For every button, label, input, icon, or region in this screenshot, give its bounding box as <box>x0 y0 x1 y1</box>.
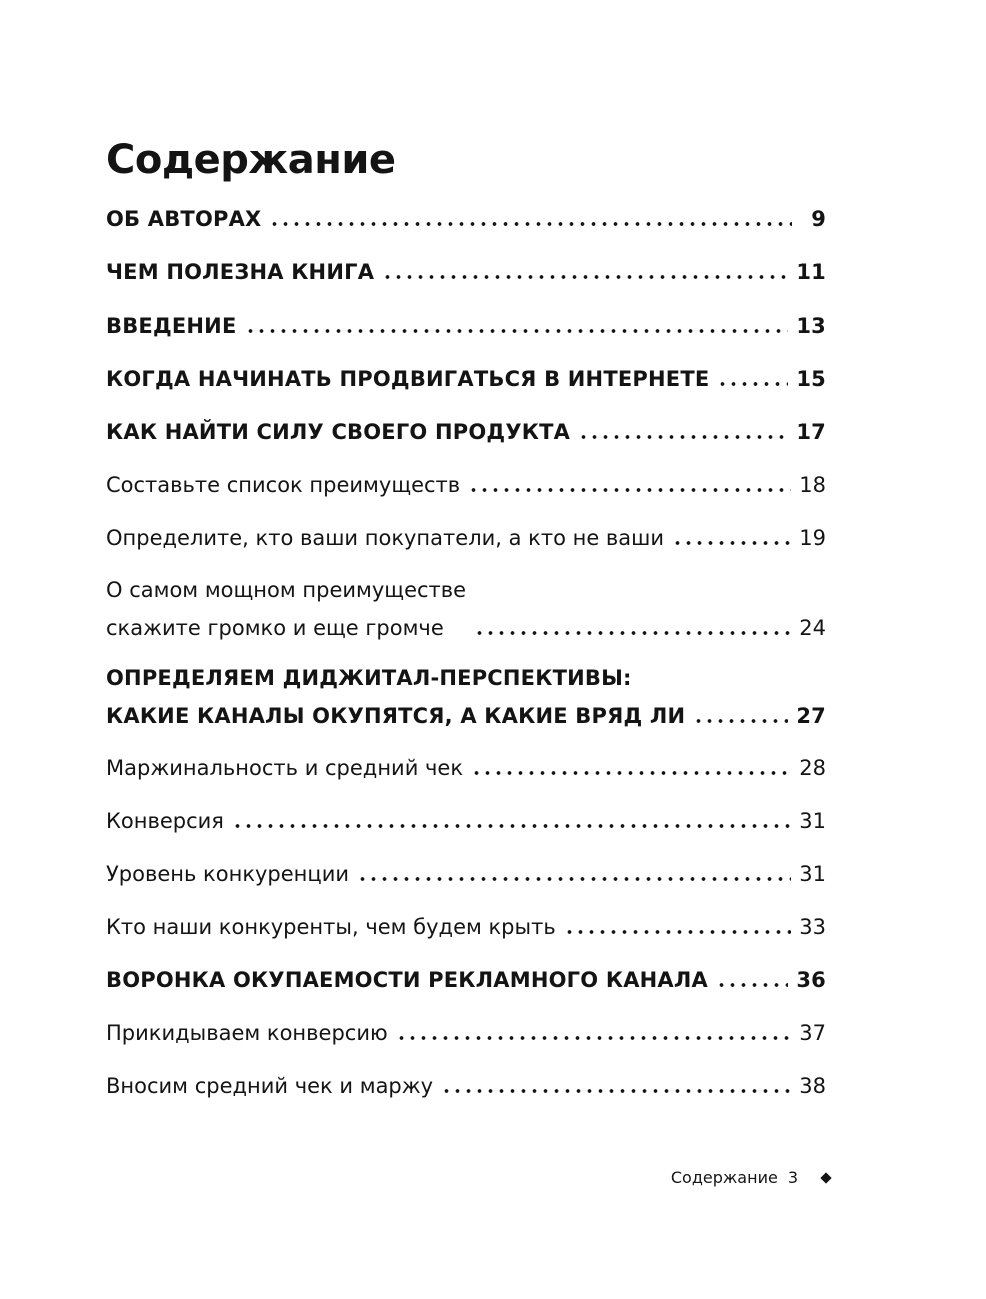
toc-entry-label: ЧЕМ ПОЛЕЗНА КНИГА <box>106 260 375 284</box>
toc-page-number: 33 <box>799 915 826 939</box>
toc-entry-label: Прикидываем конверсию <box>106 1021 388 1045</box>
toc-entry-chapter[interactable] <box>106 310 826 342</box>
toc-entry-section[interactable] <box>106 911 826 943</box>
toc-page-number: 19 <box>799 526 826 550</box>
dot-leader <box>245 329 789 333</box>
toc-entry-section[interactable] <box>106 1070 826 1102</box>
toc-entry-label: КОГДА НАЧИНАТЬ ПРОДВИГАТЬСЯ В ИНТЕРНЕТЕ <box>106 367 710 391</box>
toc-entry-chapter[interactable] <box>106 256 826 288</box>
toc-entry-label <box>106 574 466 644</box>
toc-entry-section[interactable] <box>106 752 826 784</box>
toc-entry-section[interactable] <box>106 469 826 501</box>
dot-leader <box>269 222 792 226</box>
toc-page-number: 15 <box>796 367 826 391</box>
page-title: Содержание <box>106 137 396 183</box>
toc-page-number: 18 <box>799 473 826 497</box>
page-number: 3 <box>787 1168 798 1187</box>
toc-entry-label-line: О самом мощном преимуществе <box>106 578 467 602</box>
toc-entry-label: Составьте список преимуществ <box>106 473 461 497</box>
toc-entry-label: Кто наши конкуренты, чем будем крыть <box>106 915 556 939</box>
toc-entry-label-line: ОПРЕДЕЛЯЕМ ДИДЖИТАЛ-ПЕРСПЕКТИВЫ: <box>106 666 632 690</box>
toc-entry-label <box>106 662 685 732</box>
toc-page-number: 27 <box>796 704 826 728</box>
toc-page-number: 17 <box>796 420 826 444</box>
dot-leader <box>382 275 788 279</box>
dot-leader <box>396 1036 792 1040</box>
toc-entry-chapter[interactable] <box>106 416 826 448</box>
toc-entry-label: КАК НАЙТИ СИЛУ СВОЕГО ПРОДУКТА <box>106 420 571 444</box>
dot-leader <box>441 1089 791 1093</box>
toc-entry-label-line: скажите громко и еще громче <box>106 616 444 640</box>
toc-entry-label: ОБ АВТОРАХ <box>106 207 262 231</box>
dot-leader <box>357 877 791 881</box>
toc-entry-label-line: КАКИЕ КАНАЛЫ ОКУПЯТСЯ, А КАКИЕ ВРЯД ЛИ <box>106 704 686 728</box>
toc-entry-section[interactable] <box>106 805 826 837</box>
dot-leader <box>716 983 788 987</box>
toc-page-number: 11 <box>796 260 826 284</box>
dot-leader <box>693 719 788 723</box>
dot-leader <box>564 930 792 934</box>
toc-page-number: 13 <box>796 314 826 338</box>
toc-page-number: 31 <box>799 809 826 833</box>
toc-page-number: 38 <box>799 1074 826 1098</box>
toc-page-number: 37 <box>799 1021 826 1045</box>
dot-leader <box>474 631 791 635</box>
toc-entry-label: ВОРОНКА ОКУПАЕМОСТИ РЕКЛАМНОГО КАНАЛА <box>106 968 708 992</box>
dot-leader <box>232 824 791 828</box>
running-title: Содержание <box>670 1168 778 1187</box>
toc-entry-label: Маржинальность и средний чек <box>106 756 464 780</box>
toc-entry-label: Определите, кто ваши покупатели, а кто не ваши <box>106 526 665 550</box>
toc-entry-label: Уровень конкуренции <box>106 862 349 886</box>
toc-entry-section[interactable] <box>106 1017 826 1049</box>
toc-page-number: 36 <box>796 968 826 992</box>
toc-entry-chapter[interactable] <box>106 363 826 395</box>
toc-page-number: 9 <box>811 207 826 231</box>
toc-entry-chapter[interactable] <box>106 203 826 235</box>
toc-entry-label: Вносим средний чек и маржу <box>106 1074 434 1098</box>
toc-page-number: 24 <box>799 616 826 640</box>
dot-leader <box>471 771 791 775</box>
toc-entry-section[interactable] <box>106 522 826 554</box>
dot-leader <box>672 541 791 545</box>
toc-entry-label: ВВЕДЕНИЕ <box>106 314 237 338</box>
toc-entry-section[interactable] <box>106 574 826 644</box>
toc-entry-chapter[interactable] <box>106 662 826 732</box>
page-footer <box>600 1168 830 1187</box>
toc-entry-label: Конверсия <box>106 809 224 833</box>
toc-page-number: 28 <box>799 756 826 780</box>
dot-leader <box>717 382 788 386</box>
dot-leader <box>578 435 788 439</box>
toc-entry-chapter[interactable] <box>106 964 826 996</box>
dot-leader <box>468 488 791 492</box>
toc-page-number: 31 <box>799 862 826 886</box>
diamond-bullet-icon <box>820 1172 831 1183</box>
toc-entry-section[interactable] <box>106 858 826 890</box>
